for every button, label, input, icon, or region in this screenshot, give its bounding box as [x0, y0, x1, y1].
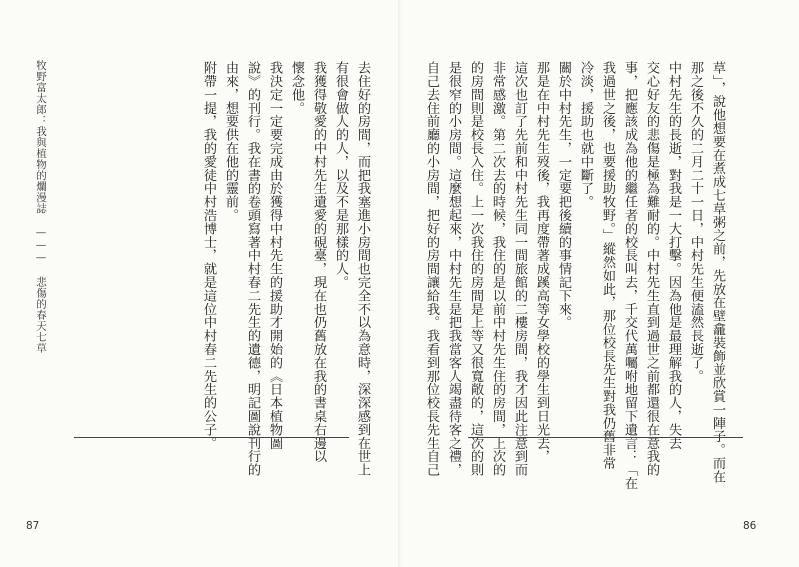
left-page-number: 87 — [26, 520, 40, 532]
paragraph-line: 那是在中村先生歿後，我再度帶著成蹊高等女學校的學生到日光去， — [534, 61, 549, 463]
running-head: 牧野富太郎：我與植物的爛漫誌 ——— 悲傷的春天七草 — [35, 60, 47, 354]
paragraph-line: 這次也訂了先前和中村先生同一間旅館的二樓房間，我才因此注意到而 — [512, 61, 527, 477]
paragraph-line: 的房間則是校長入住。上一次我住的房間是上等又很寬敞的，這次的則 — [468, 61, 483, 477]
paragraph-line: 那之後不久的二月二十一日，中村先生便溘然長逝了。 — [688, 61, 703, 383]
paragraph-line: 非常感激。第二次去的時候，我住的是以前中村先生住的房間，上次的 — [490, 61, 505, 477]
paragraph-line: 冷淡，援助也就中斷了。 — [578, 61, 593, 209]
paragraph-line: 關於中村先生，一定要把後續的事情記下來。 — [556, 61, 571, 329]
right-page-number: 86 — [743, 520, 757, 532]
paragraph-line: 懷念他。 — [289, 61, 304, 115]
paragraph-line: 我決定一定要完成由於獲得中村先生的援助才開始的《日本植物圖 — [267, 61, 282, 450]
left-footer-rule — [74, 437, 349, 438]
paragraph-line: 附帶一提，我的愛徒中村浩博士，就是這位中村春二先生的公子。 — [201, 61, 216, 450]
paragraph-line: 自己去住前廳的小房間，把好的房間讓給我。我看到那位校長先生自己 — [424, 61, 439, 477]
right-footer-rule — [468, 437, 743, 438]
paragraph-line: 交心好友的悲傷是極為難耐的。中村先生直到過世之前都還很在意我的 — [644, 61, 659, 477]
paragraph-line: 草」，說他想要在煮成七草粥之前，先放在壁龕裝飾並欣賞一陣子。而在 — [710, 61, 725, 484]
book-gutter — [398, 0, 401, 567]
paragraph-line: 由來，想要供在他的靈前。 — [223, 61, 238, 222]
paragraph-line: 我獲得敬愛的中村先生遺愛的硯臺，現在也仍舊放在我的書桌右邊以 — [311, 61, 326, 463]
paragraph-line: 我過世之後，也要援助牧野。」縱然如此，那位校長先生對我仍舊非常 — [600, 61, 615, 470]
paragraph-line: 中村先生的長逝，對我是一大打擊。因為他是最理解我的人，失去 — [666, 61, 681, 450]
right-page-body — [424, 61, 728, 490]
paragraph-line: 是很窄的小房間。這麼想起來，中村先生是把我當客人竭盡待客之禮， — [446, 61, 461, 477]
paragraph-line: 去住好的房間，而把我塞進小房間也完全不以為意時，深深感到在世上 — [355, 61, 370, 477]
left-page-body — [153, 61, 373, 477]
paragraph-line: 有很會做人的人，以及不是那樣的人。 — [333, 61, 348, 289]
paragraph-line: 說》的刊行。我在書的卷頭寫著中村春二先生的遺德，明記圖說刊行的 — [245, 61, 260, 477]
paragraph-line: 事，把應該成為他的繼任者的校長叫去，千交代萬囑咐地留下遺言：「在 — [622, 61, 637, 490]
